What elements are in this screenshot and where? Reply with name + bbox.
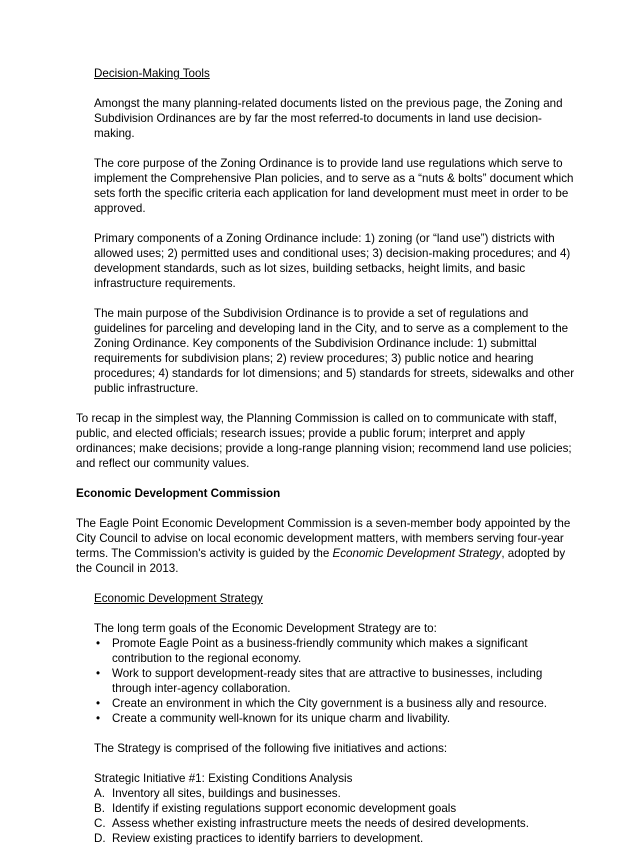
edc-intro-ending: , adopted by the Council in 2013. (76, 547, 566, 575)
subdivision-purpose-paragraph: The main purpose of the Subdivision Ordinance is to provide a set of regulations and guidelines for parceling and developing land in the City, and to serve as a complement to the Zoning Ordinance. Key components of the Subdivision Ordinance include: 1) submittal requirements for subdivision plans; 2) review procedures; 3) public notice and hearing procedures; 4) standards for lot dimensions; and 5) standards for streets, sidewalks and other public infrastructure. (94, 307, 575, 395)
decision-making-tools-section (94, 66, 576, 396)
item-letter: D. (94, 832, 106, 845)
item-letter: C. (94, 817, 106, 830)
edc-heading: Economic Development Commission (76, 487, 281, 500)
list-item (94, 831, 576, 846)
document-page (76, 66, 576, 846)
edc-intro-text: The Eagle Point Economic Development Commission is a seven-member body appointed by the City Council to advise on local economic development matters, with members serving four-year terms. The Commission's activity is guided by the (76, 517, 571, 560)
goal-text: Work to support development-ready sites that are attractive to businesses, including through inter-agency collaboration. (112, 667, 543, 695)
list-item (94, 666, 576, 696)
item-letter: A. (94, 787, 105, 800)
strategy-heading: Economic Development Strategy (94, 592, 263, 605)
list-item (94, 636, 576, 666)
edc-intro-paragraph (76, 516, 576, 576)
goal-text: Promote Eagle Point as a business-friendly community which makes a significant contribution to the regional economy. (112, 637, 528, 665)
list-item (94, 786, 576, 801)
item-text: Review existing practices to identify barriers to development. (112, 832, 424, 845)
list-item (94, 696, 576, 711)
item-letter: B. (94, 802, 105, 815)
bullet-icon: • (96, 667, 101, 680)
bullet-icon: • (96, 697, 101, 710)
decision-making-tools-heading: Decision-Making Tools (94, 67, 210, 80)
bullet-icon: • (96, 637, 101, 650)
item-text: Inventory all sites, buildings and businesses. (112, 787, 341, 800)
initiative-1-title: Strategic Initiative #1: Existing Conditions Analysis (94, 772, 353, 785)
list-item (94, 711, 576, 726)
list-item (94, 816, 576, 831)
edc-strategy-title: Economic Development Strategy (332, 547, 502, 560)
initiative-1-actions (94, 786, 576, 846)
zoning-purpose-paragraph: The core purpose of the Zoning Ordinance is to provide land use regulations which serve to implement the Comprehensive Plan policies, and to serve as a “nuts & bolts” document which sets forth the specific criteria each application for land development must meet in order to be approved. (94, 157, 574, 215)
goal-text: Create an environment in which the City government is a business ally and resource. (112, 697, 547, 710)
edc-strategy-section (94, 591, 576, 846)
goal-text: Create a community well-known for its unique charm and livability. (112, 712, 451, 725)
list-item (94, 801, 576, 816)
ordinances-overview-paragraph: Amongst the many planning-related documents listed on the previous page, the Zoning and Subdivision Ordinances are by far the most referred-to documents in land use decision-making. (94, 97, 563, 140)
bullet-icon: • (96, 712, 101, 725)
zoning-components-paragraph: Primary components of a Zoning Ordinance include: 1) zoning (or “land use”) districts with allowed uses; 2) permitted uses and conditional uses; 3) decision-making procedures; and 4) development standards, such as lot sizes, building setbacks, height limits, and basic infrastructure requirements. (94, 232, 571, 290)
item-text: Assess whether existing infrastructure meets the needs of desired developments. (112, 817, 529, 830)
recap-paragraph: To recap in the simplest way, the Planning Commission is called on to communicate with staff, public, and elected officials; research issues; provide a public forum; interpret and apply ordinances; make decisions; provide a long-range planning vision; recommend land use policies; and reflect our community values. (76, 412, 572, 470)
goals-list (94, 636, 576, 726)
item-text: Identify if existing regulations support economic development goals (112, 802, 457, 815)
initiatives-intro: The Strategy is comprised of the following five initiatives and actions: (94, 742, 448, 755)
goals-intro: The long term goals of the Economic Development Strategy are to: (94, 622, 437, 635)
